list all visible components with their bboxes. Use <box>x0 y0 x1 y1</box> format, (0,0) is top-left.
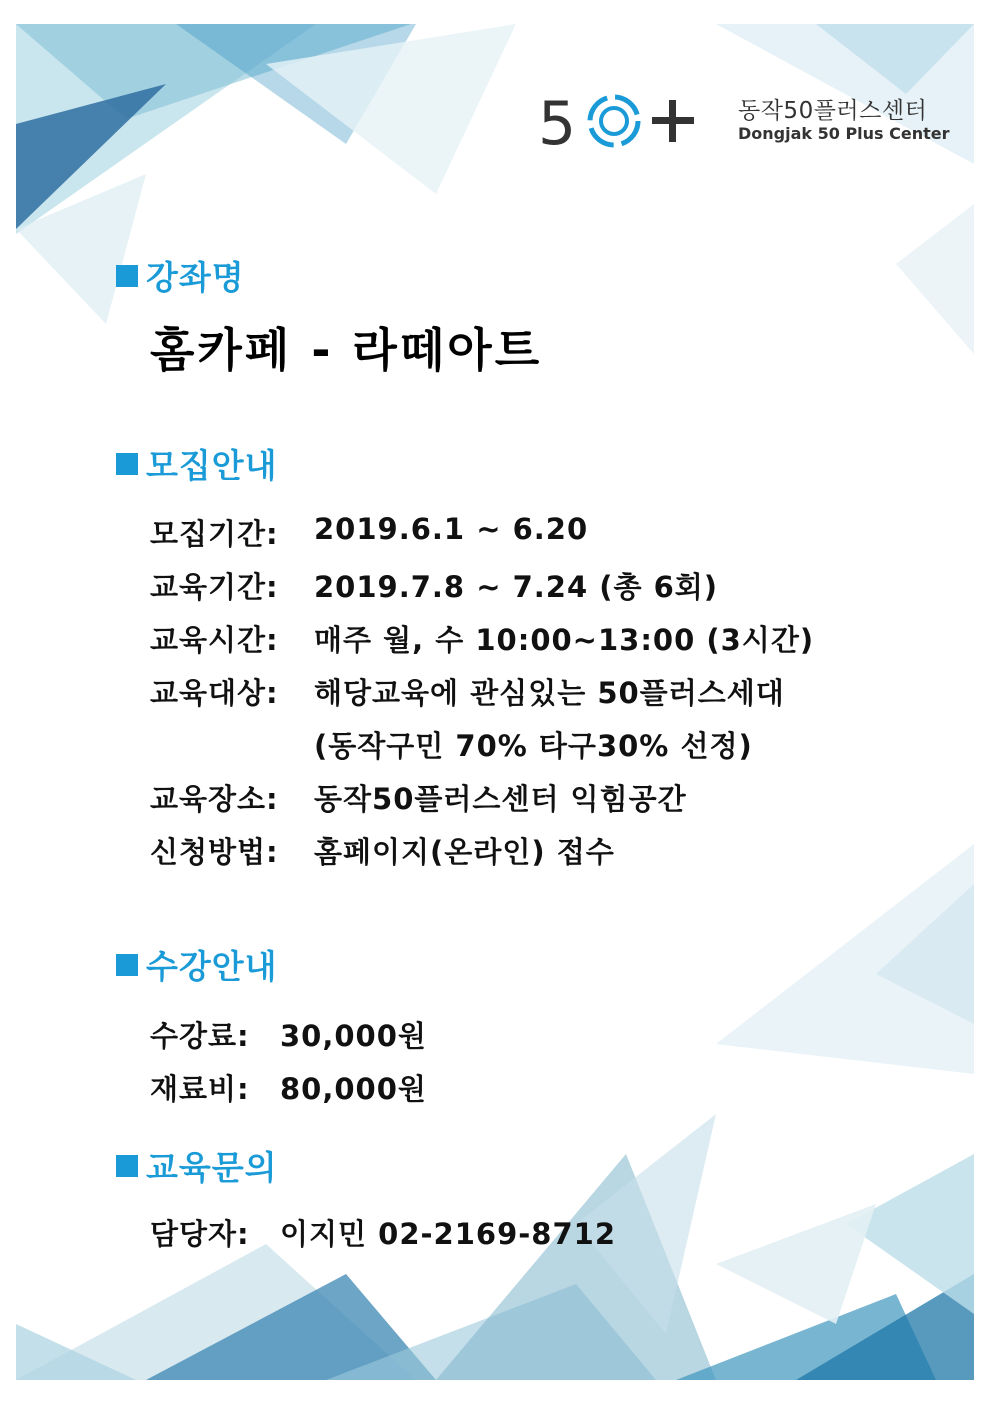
svg-text:5: 5 <box>538 89 577 156</box>
row-label: 수강료: <box>150 1019 250 1053</box>
row-value: 80,000원 <box>280 1072 427 1106</box>
row-label: 모집기간: <box>150 517 279 551</box>
info-row-edu-period <box>150 565 719 606</box>
bullet-square-icon <box>116 954 138 976</box>
row-label: 교육대상: <box>150 676 279 710</box>
info-row-location <box>150 777 687 818</box>
row-value: 매주 월, 수 10:00~13:00 (3시간) <box>314 623 815 657</box>
row-label: 신청방법: <box>150 835 279 869</box>
info-row-material-fee <box>150 1067 427 1108</box>
bullet-square-icon <box>116 1155 138 1177</box>
row-value: 2019.6.1 ~ 6.20 <box>314 512 589 546</box>
row-label: 교육시간: <box>150 623 279 657</box>
recruit-section <box>116 440 278 487</box>
bullet-square-icon <box>116 453 138 475</box>
row-value: 홈페이지(온라인) 접수 <box>314 835 615 869</box>
row-value: (동작구민 70% 타구30% 선정) <box>314 729 753 763</box>
course-name: 홈카페 - 라떼아트 <box>150 323 543 377</box>
info-row-recruit-period <box>150 512 589 553</box>
info-row-target <box>150 671 785 712</box>
info-row-tuition <box>150 1014 427 1055</box>
row-label: 교육장소: <box>150 782 279 816</box>
section-title: 교육문의 <box>146 1148 278 1187</box>
info-row-apply-method <box>150 830 615 871</box>
info-row-contact <box>150 1212 616 1253</box>
inquiry-section <box>116 1142 278 1189</box>
section-title: 강좌명 <box>146 258 245 297</box>
section-title: 모집안내 <box>146 446 278 485</box>
course-section <box>116 252 245 299</box>
fifty-plus-icon <box>538 86 718 156</box>
row-value: 이지민 02-2169-8712 <box>280 1217 616 1251</box>
info-row-edu-time <box>150 618 815 659</box>
section-title: 수강안내 <box>146 947 278 986</box>
row-value: 2019.7.8 ~ 7.24 (총 6회) <box>314 570 719 604</box>
poster <box>16 24 974 1380</box>
row-label: 담당자: <box>150 1217 250 1251</box>
logo-name-ko: 동작50플러스센터 <box>738 98 928 124</box>
row-value: 동작50플러스센터 익힘공간 <box>314 782 687 816</box>
logo-name-en: Dongjak 50 Plus Center <box>738 124 950 143</box>
bullet-square-icon <box>116 265 138 287</box>
row-value: 30,000원 <box>280 1019 427 1053</box>
row-value: 해당교육에 관심있는 50플러스세대 <box>314 676 785 710</box>
fee-section <box>116 941 278 988</box>
row-label: 교육기간: <box>150 570 279 604</box>
row-label: 재료비: <box>150 1072 250 1106</box>
